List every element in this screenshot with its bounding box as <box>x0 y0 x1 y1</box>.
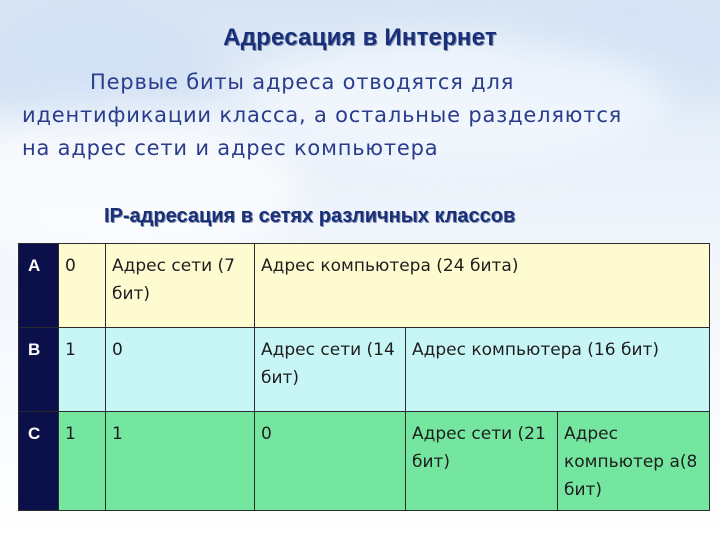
paragraph-text: Первые биты адреса отводятся для идентификации класса, а остальные разделяются на адрес сети и адрес компьютера <box>22 70 623 160</box>
table-row-class-b <box>19 328 710 412</box>
class-label-cell: B <box>19 328 59 412</box>
table-row-class-a <box>19 244 710 328</box>
table-cell: Адрес сети (7 бит) <box>106 244 255 328</box>
slide-paragraph <box>22 66 642 165</box>
table-cell: 1 <box>106 412 255 511</box>
table-cell: Адрес сети (21 бит) <box>406 412 558 511</box>
class-label-cell: C <box>19 412 59 511</box>
table-subtitle: IP-адресация в сетях различных классов <box>104 205 516 227</box>
table-cell: Адрес компьютер а(8 бит) <box>558 412 710 511</box>
table-cell: 1 <box>59 412 106 511</box>
ip-address-classes-table <box>18 243 710 511</box>
table-cell: Адрес компьютера (16 бит) <box>406 328 710 412</box>
table-cell: 0 <box>106 328 255 412</box>
table-cell: 0 <box>255 412 406 511</box>
table-cell: Адрес сети (14 бит) <box>255 328 406 412</box>
slide-title: Адресация в Интернет <box>223 24 497 51</box>
class-label-cell: A <box>19 244 59 328</box>
table-row-class-c <box>19 412 710 511</box>
table-cell: 1 <box>59 328 106 412</box>
table-cell: Адрес компьютера (24 бита) <box>255 244 710 328</box>
table-cell: 0 <box>59 244 106 328</box>
